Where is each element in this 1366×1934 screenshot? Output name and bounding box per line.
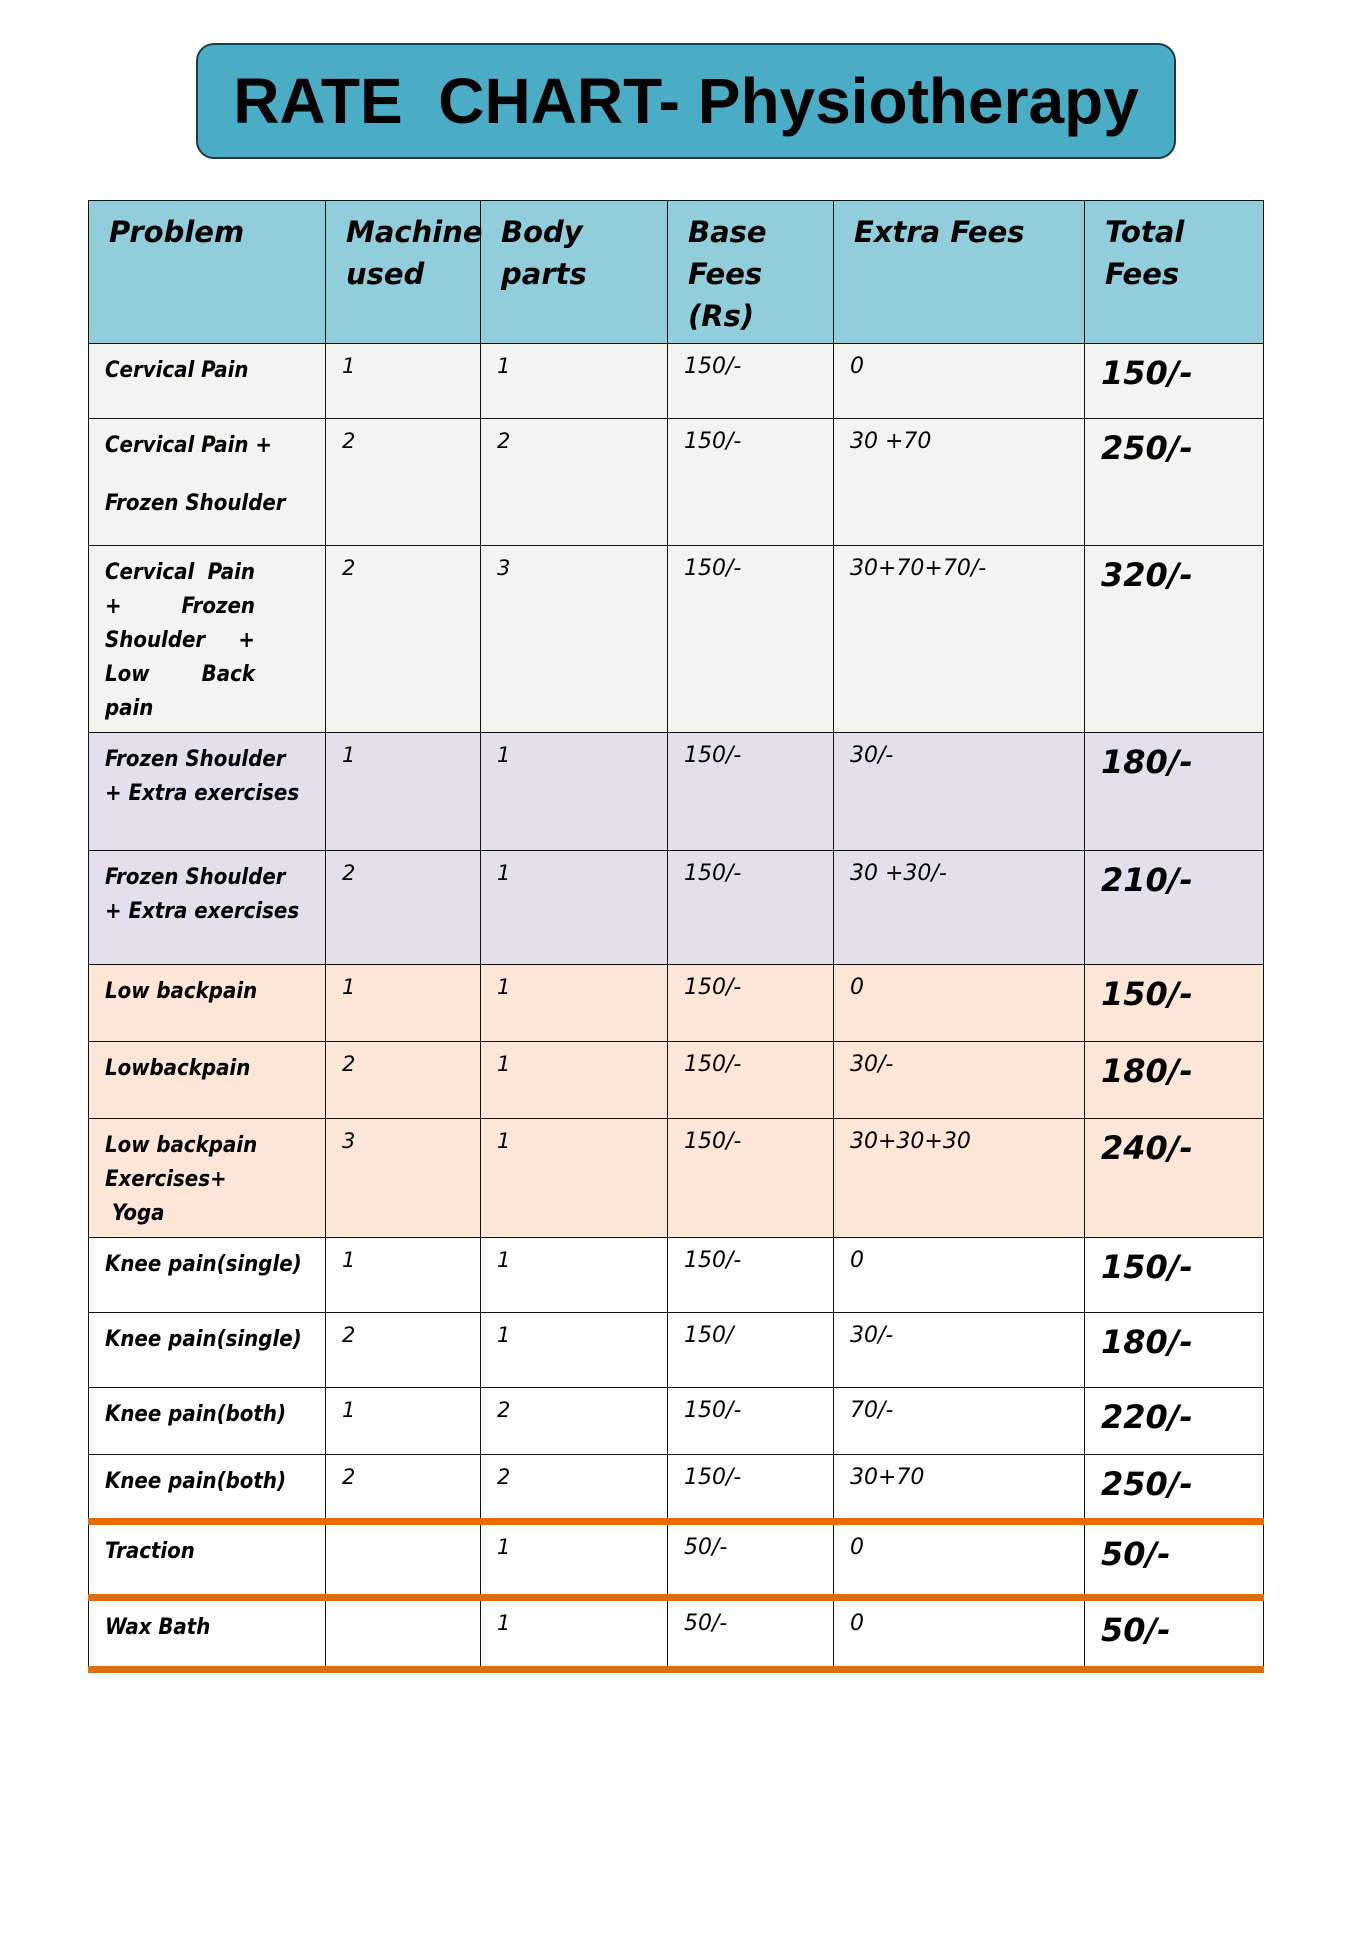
cell-problem bbox=[89, 1042, 326, 1119]
table-row bbox=[89, 1042, 1264, 1119]
cell-total-fees: 320/- bbox=[1085, 546, 1264, 733]
cell-machine-used: 2 bbox=[326, 1455, 481, 1522]
table-row bbox=[89, 419, 1264, 546]
cell-extra-fees: 30/- bbox=[834, 733, 1085, 851]
cell-machine-used: 2 bbox=[326, 1042, 481, 1119]
cell-total-fees: 250/- bbox=[1085, 1455, 1264, 1522]
cell-total-fees: 180/- bbox=[1085, 1313, 1264, 1388]
cell-base-fees: 150/ bbox=[668, 1313, 834, 1388]
cell-base-fees: 150/- bbox=[668, 733, 834, 851]
page-title: RATE CHART- Physiotherapy bbox=[233, 65, 1139, 137]
cell-total-fees: 210/- bbox=[1085, 851, 1264, 965]
table-row bbox=[89, 965, 1264, 1042]
cell-problem bbox=[89, 1388, 326, 1455]
table-row bbox=[89, 546, 1264, 733]
cell-total-fees: 240/- bbox=[1085, 1119, 1264, 1238]
cell-base-fees: 150/- bbox=[668, 965, 834, 1042]
problem-line: + Extra exercises bbox=[105, 781, 300, 806]
cell-base-fees: 150/- bbox=[668, 851, 834, 965]
cell-base-fees: 150/- bbox=[668, 1119, 834, 1238]
cell-base-fees: 150/- bbox=[668, 344, 834, 419]
table-row bbox=[89, 1598, 1264, 1670]
header-body-parts: Body parts bbox=[481, 201, 668, 344]
cell-body-parts: 1 bbox=[481, 344, 668, 419]
cell-body-parts: 1 bbox=[481, 1313, 668, 1388]
cell-base-fees: 50/- bbox=[668, 1522, 834, 1598]
table-row bbox=[89, 1313, 1264, 1388]
cell-problem bbox=[89, 1119, 326, 1238]
cell-base-fees: 150/- bbox=[668, 419, 834, 546]
problem-line: Knee pain(single) bbox=[105, 1327, 302, 1352]
problem-line: Lowbackpain bbox=[105, 1056, 251, 1081]
problem-line: Low backpain bbox=[105, 1133, 258, 1158]
cell-machine-used: 1 bbox=[326, 733, 481, 851]
table-row bbox=[89, 1455, 1264, 1522]
cell-machine-used: 2 bbox=[326, 546, 481, 733]
cell-machine-used bbox=[326, 1522, 481, 1598]
problem-line: Cervical Pain + Frozen Shoulder + Low Back pain bbox=[105, 560, 262, 721]
cell-machine-used bbox=[326, 1598, 481, 1670]
cell-body-parts: 1 bbox=[481, 1238, 668, 1313]
cell-total-fees: 250/- bbox=[1085, 419, 1264, 546]
cell-problem bbox=[89, 851, 326, 965]
cell-total-fees: 220/- bbox=[1085, 1388, 1264, 1455]
cell-extra-fees: 0 bbox=[834, 1238, 1085, 1313]
cell-machine-used: 1 bbox=[326, 344, 481, 419]
cell-total-fees: 150/- bbox=[1085, 965, 1264, 1042]
problem-line: Knee pain(single) bbox=[105, 1252, 302, 1277]
cell-body-parts: 1 bbox=[481, 1598, 668, 1670]
problem-line: Traction bbox=[105, 1539, 195, 1564]
cell-extra-fees: 0 bbox=[834, 344, 1085, 419]
problem-line: Frozen Shoulder bbox=[105, 491, 286, 516]
cell-problem bbox=[89, 546, 326, 733]
cell-extra-fees: 70/- bbox=[834, 1388, 1085, 1455]
cell-body-parts: 1 bbox=[481, 851, 668, 965]
cell-base-fees: 150/- bbox=[668, 546, 834, 733]
cell-problem bbox=[89, 733, 326, 851]
rate-table bbox=[88, 200, 1264, 1673]
cell-total-fees: 180/- bbox=[1085, 733, 1264, 851]
cell-extra-fees: 0 bbox=[834, 1522, 1085, 1598]
header-row bbox=[89, 201, 1264, 344]
problem-line: Frozen Shoulder bbox=[105, 747, 286, 772]
cell-extra-fees: 30/- bbox=[834, 1042, 1085, 1119]
cell-machine-used: 2 bbox=[326, 1313, 481, 1388]
cell-body-parts: 2 bbox=[481, 1388, 668, 1455]
cell-body-parts: 1 bbox=[481, 1042, 668, 1119]
table-row bbox=[89, 1522, 1264, 1598]
cell-base-fees: 150/- bbox=[668, 1042, 834, 1119]
cell-extra-fees: 30 +30/- bbox=[834, 851, 1085, 965]
cell-problem bbox=[89, 1455, 326, 1522]
problem-line: Wax Bath bbox=[105, 1615, 211, 1640]
problem-line: Cervical Pain bbox=[105, 358, 249, 383]
cell-body-parts: 1 bbox=[481, 1522, 668, 1598]
cell-body-parts: 1 bbox=[481, 1119, 668, 1238]
problem-line: Low backpain bbox=[105, 979, 258, 1004]
cell-machine-used: 1 bbox=[326, 965, 481, 1042]
cell-total-fees: 50/- bbox=[1085, 1598, 1264, 1670]
cell-extra-fees: 30+70 bbox=[834, 1455, 1085, 1522]
cell-problem bbox=[89, 1238, 326, 1313]
cell-machine-used: 1 bbox=[326, 1388, 481, 1455]
title-banner bbox=[196, 43, 1176, 159]
header-total-fees: Total Fees bbox=[1085, 201, 1264, 344]
table-row bbox=[89, 344, 1264, 419]
table-row bbox=[89, 1119, 1264, 1238]
header-base-fees: Base Fees (Rs) bbox=[668, 201, 834, 344]
problem-line: Frozen Shoulder bbox=[105, 865, 286, 890]
problem-line: Cervical Pain + bbox=[105, 433, 272, 458]
cell-body-parts: 1 bbox=[481, 733, 668, 851]
cell-total-fees: 150/- bbox=[1085, 1238, 1264, 1313]
cell-body-parts: 2 bbox=[481, 419, 668, 546]
cell-body-parts: 2 bbox=[481, 1455, 668, 1522]
cell-problem bbox=[89, 419, 326, 546]
header-extra-fees: Extra Fees bbox=[834, 201, 1085, 344]
cell-base-fees: 150/- bbox=[668, 1388, 834, 1455]
table-row bbox=[89, 851, 1264, 965]
problem-line: Knee pain(both) bbox=[105, 1402, 286, 1427]
problem-line: + Extra exercises bbox=[105, 899, 300, 924]
cell-extra-fees: 0 bbox=[834, 1598, 1085, 1670]
table-row bbox=[89, 733, 1264, 851]
cell-problem bbox=[89, 344, 326, 419]
table-row bbox=[89, 1388, 1264, 1455]
cell-body-parts: 1 bbox=[481, 965, 668, 1042]
cell-body-parts: 3 bbox=[481, 546, 668, 733]
header-problem: Problem bbox=[89, 201, 326, 344]
cell-machine-used: 3 bbox=[326, 1119, 481, 1238]
cell-problem bbox=[89, 1598, 326, 1670]
cell-base-fees: 150/- bbox=[668, 1238, 834, 1313]
cell-total-fees: 150/- bbox=[1085, 344, 1264, 419]
cell-problem bbox=[89, 1522, 326, 1598]
cell-problem bbox=[89, 1313, 326, 1388]
cell-machine-used: 1 bbox=[326, 1238, 481, 1313]
cell-problem bbox=[89, 965, 326, 1042]
table-row bbox=[89, 1238, 1264, 1313]
header-machine-used: Machine used bbox=[326, 201, 481, 344]
cell-extra-fees: 30/- bbox=[834, 1313, 1085, 1388]
problem-line: Exercises+ bbox=[105, 1167, 227, 1192]
cell-extra-fees: 30 +70 bbox=[834, 419, 1085, 546]
cell-base-fees: 150/- bbox=[668, 1455, 834, 1522]
cell-extra-fees: 30+30+30 bbox=[834, 1119, 1085, 1238]
cell-machine-used: 2 bbox=[326, 851, 481, 965]
cell-total-fees: 50/- bbox=[1085, 1522, 1264, 1598]
cell-total-fees: 180/- bbox=[1085, 1042, 1264, 1119]
cell-base-fees: 50/- bbox=[668, 1598, 834, 1670]
cell-extra-fees: 30+70+70/- bbox=[834, 546, 1085, 733]
problem-line: Yoga bbox=[105, 1201, 165, 1226]
cell-machine-used: 2 bbox=[326, 419, 481, 546]
problem-line: Knee pain(both) bbox=[105, 1469, 286, 1494]
cell-extra-fees: 0 bbox=[834, 965, 1085, 1042]
